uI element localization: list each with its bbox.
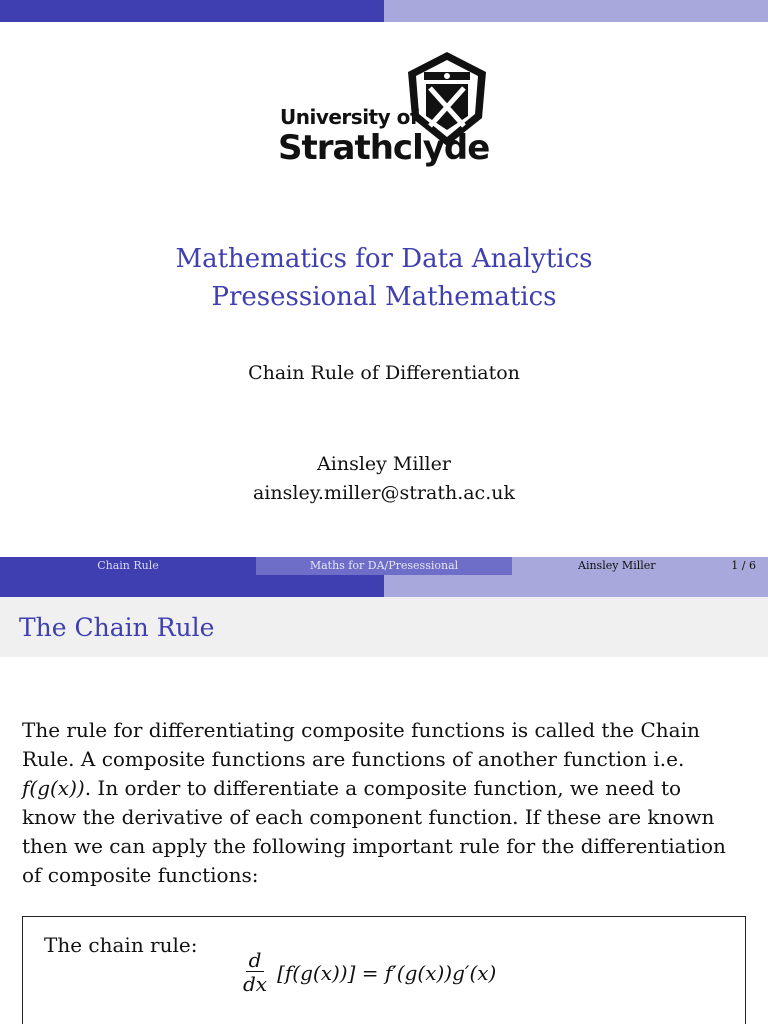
- chain-rule-box: [22, 916, 746, 1024]
- author-block: [0, 450, 768, 508]
- chain-rule-label: The chain rule:: [44, 933, 198, 957]
- slide2-header-bar: [0, 575, 768, 597]
- fraction-denominator: dx: [243, 972, 268, 996]
- top-header-bar: [0, 0, 768, 22]
- derivative-fraction: [243, 949, 267, 996]
- footer-page-number: 1 / 6: [731, 559, 756, 572]
- logo-text-line1: University of: [280, 105, 419, 129]
- fraction-numerator: d: [246, 949, 265, 972]
- header-bar-dark: [0, 0, 384, 22]
- paragraph-line: Rule. A composite functions are functions of another function i.e.: [22, 747, 685, 771]
- header-bar-dark: [0, 575, 384, 597]
- paragraph-text: . In order to differentiate a composite function, we need to: [84, 776, 682, 800]
- header-bar-light: [384, 0, 768, 22]
- presentation-subtitle: Chain Rule of Differentiaton: [248, 362, 520, 384]
- frame-title: The Chain Rule: [19, 613, 215, 642]
- chain-rule-paragraph: [22, 716, 748, 890]
- presentation-title: [0, 240, 768, 316]
- paragraph-line: [22, 774, 748, 803]
- paragraph-line: of composite functions:: [22, 863, 259, 887]
- frame-title-bar: [0, 597, 768, 657]
- formula-rhs: [f(g(x))] = f′(g(x))g′(x): [277, 960, 497, 985]
- slide-footer: [0, 557, 768, 575]
- title-line-1: Mathematics for Data Analytics: [175, 244, 593, 274]
- paragraph-line: then we can apply the following important rule for the differentiation: [22, 834, 726, 858]
- math-inline: f(g(x)): [22, 776, 85, 800]
- author-name: Ainsley Miller: [317, 453, 451, 475]
- author-email: ainsley.miller@strath.ac.uk: [252, 482, 515, 504]
- footer-author: Ainsley Miller: [578, 559, 656, 572]
- footer-section: Chain Rule: [0, 557, 256, 575]
- logo-text-line2: Strathclyde: [278, 128, 490, 168]
- university-logo: [276, 50, 496, 180]
- paragraph-line: The rule for differentiating composite functions is called the Chain: [22, 718, 700, 742]
- paragraph-line: know the derivative of each component function. If these are known: [22, 805, 715, 829]
- header-bar-light: [384, 575, 768, 597]
- footer-course: Maths for DA/Presessional: [256, 557, 512, 575]
- title-line-2: Presessional Mathematics: [211, 282, 557, 312]
- chain-rule-formula: [243, 949, 496, 996]
- footer-right: [512, 557, 768, 575]
